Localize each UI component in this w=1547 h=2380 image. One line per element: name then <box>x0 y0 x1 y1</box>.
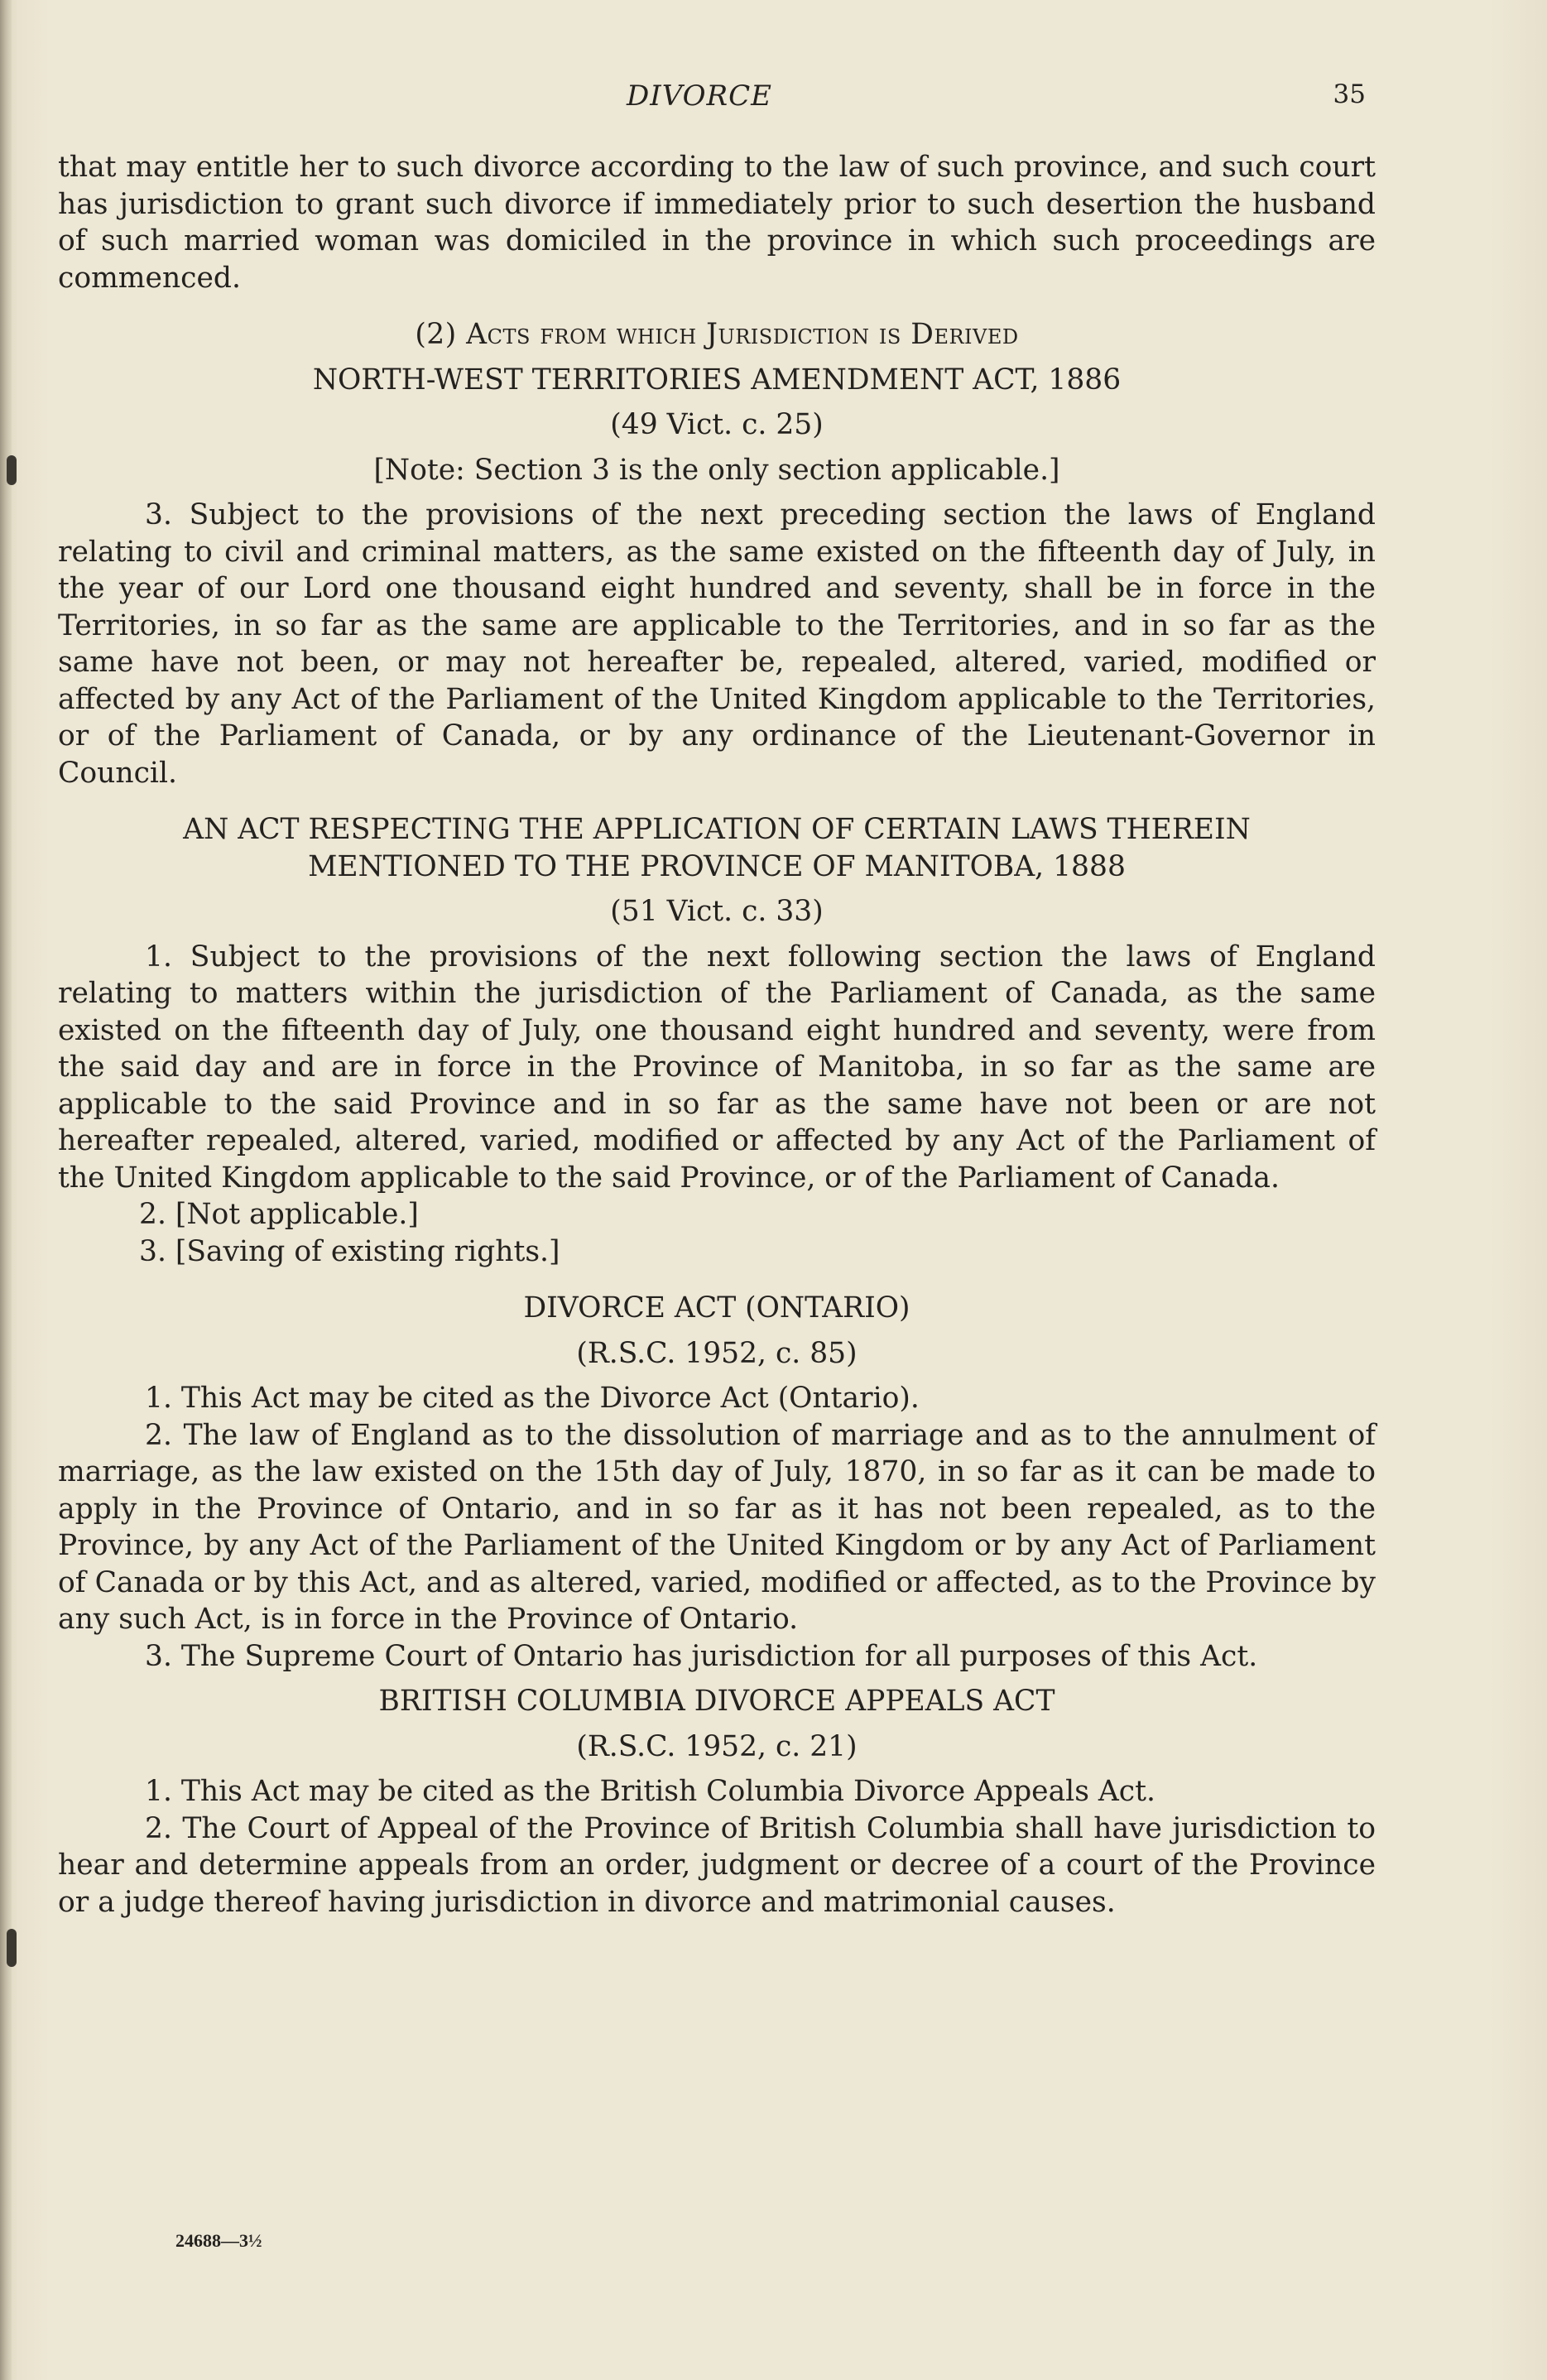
running-title: DIVORCE <box>627 79 772 113</box>
act-title: DIVORCE ACT (ONTARIO) <box>523 1291 910 1325</box>
act-section: 1. This Act may be cited as the British Columbia Divorce Appeals Act. <box>145 1775 1155 1808</box>
act-item: 3. [Saving of existing rights.] <box>139 1234 560 1268</box>
act-section: 3. The Supreme Court of Ontario has jurisdiction for all purposes of this Act. <box>145 1639 1258 1673</box>
book-spine-shadow <box>0 0 12 2380</box>
act-citation: (51 Vict. c. 33) <box>610 895 824 928</box>
act-note: [Note: Section 3 is the only section applicable.] <box>373 453 1060 487</box>
running-header <box>58 79 1366 116</box>
act-title: AN ACT RESPECTING THE APPLICATION OF CERTAIN LAWS THEREIN MENTIONED TO THE PROVINCE OF MANITOBA, 1888 <box>183 813 1251 883</box>
act-section: 2. The law of England as to the dissolution of marriage and as to the annulment of marriage, as the law existed on the 15th day of July, 1870, in so far as it can be made to apply in the Province of Ontario, and in so far as it has not been repealed, as to the Province, by any Act of the Parliament of the United Kingdom or by any Act of Parliament of Canada or by this Act, and as altered, varied, modified or affected, as to the Province by any such Act, is in force in the Province of Ontario. <box>58 1418 1376 1636</box>
act-title: NORTH-WEST TERRITORIES AMENDMENT ACT, 1886 <box>312 363 1122 397</box>
print-code: 24688—3½ <box>175 2230 262 2251</box>
act-citation: (R.S.C. 1952, c. 85) <box>576 1336 858 1370</box>
act-citation: (49 Vict. c. 25) <box>610 408 824 441</box>
binding-mark <box>7 1929 17 1967</box>
act-section: 1. This Act may be cited as the Divorce Act (Ontario). <box>145 1382 920 1415</box>
page-number: 35 <box>1333 79 1366 109</box>
act-section: 2. The Court of Appeal of the Province of British Columbia shall have jurisdiction to hear and determine appeals from an order, judgment or decree of a court of the Province or a judge thereof having jurisdiction in divorce and matrimonial causes. <box>58 1811 1376 1919</box>
section-heading: (2) Acts from which Jurisdiction is Derived <box>415 318 1019 351</box>
intro-paragraph: that may entitle her to such divorce according to the law of such province, and such court has jurisdiction to grant such divorce if immediately prior to such desertion the husband of such married woman was domiciled in the province in which such proceedings are commenced. <box>58 151 1376 295</box>
act-section: 1. Subject to the provisions of the next following section the laws of England relating to matters within the jurisdiction of the Parliament of Canada, as the same existed on the fifteenth day of July, one thousand eight hundred and seventy, were from the said day and are in force in the Province of Manitoba, in so far as the same are applicable to the said Province and in so far as the same have not been or are not hereafter repealed, altered, varied, modified or affected by any Act of the Parliament of the United Kingdom applicable to the said Province, or of the Parliament of Canada. <box>58 940 1376 1195</box>
page-body <box>58 149 1376 1921</box>
act-item: 2. [Not applicable.] <box>139 1198 419 1231</box>
act-section: 3. Subject to the provisions of the next preceding section the laws of England relating to civil and criminal matters, as the same existed on the fifteenth day of July, in the year of our Lord one thousand eight hundred and seventy, shall be in force in the Territories, in so far as the same are applicable to the Territories, and in so far as the same have not been, or may not hereafter be, repealed, altered, varied, modified or affected by any Act of the Parliament of the United Kingdom applicable to the Territories, or of the Parliament of Canada, or by any ordinance of the Lieutenant-Governor in Council. <box>58 498 1376 790</box>
binding-mark <box>7 455 17 485</box>
act-title: BRITISH COLUMBIA DIVORCE APPEALS ACT <box>378 1685 1055 1718</box>
act-citation: (R.S.C. 1952, c. 21) <box>576 1729 858 1763</box>
